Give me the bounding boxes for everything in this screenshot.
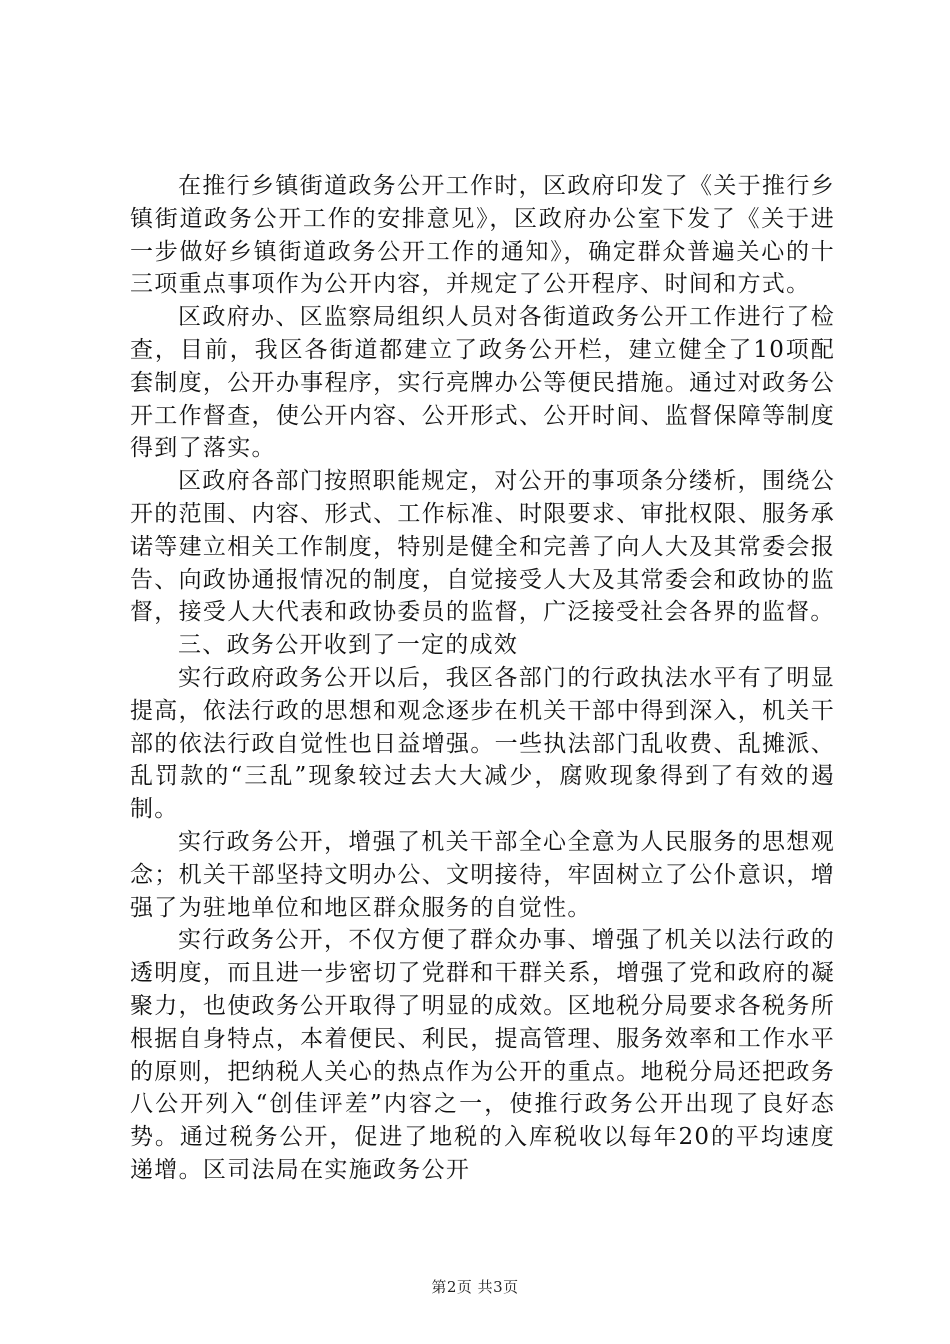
- document-body: [130, 170, 835, 1187]
- paragraph-6: 实行政务公开，不仅方便了群众办事、增强了机关以法行政的透明度，而且进一步密切了党群和干群关系，增强了党和政府的凝聚力，也使政务公开取得了明显的成效。区地税分局要求各税务所根据自身特点，本着便民、利民，提高管理、服务效率和工作水平的原则，把纳税人关心的热点作为公开的重点。地税分局还把政务八公开列入“创佳评差”内容之一，使推行政务公开出现了良好态势。通过税务公开，促进了地税的入库税收以每年20的平均速度递增。区司法局在实施政务公开: [130, 927, 835, 1183]
- paragraph-1: 在推行乡镇街道政务公开工作时，区政府印发了《关于推行乡镇街道政务公开工作的安排意见》，区政府办公室下发了《关于进一步做好乡镇街道政务公开工作的通知》，确定群众普遍关心的十三项重点事项作为公开内容，并规定了公开程序、时间和方式。: [130, 173, 835, 298]
- paragraph-5: 实行政务公开，增强了机关干部全心全意为人民服务的思想观念；机关干部坚持文明办公、文明接待，牢固树立了公仆意识，增强了为驻地单位和地区群众服务的自觉性。: [130, 828, 835, 921]
- section-heading: 三、政务公开收到了一定的成效: [178, 632, 519, 659]
- page-number-footer: 第2页 共3页: [431, 1278, 519, 1296]
- paragraph-3: 区政府各部门按照职能规定，对公开的事项条分缕析，围绕公开的范围、内容、形式、工作标准、时限要求、审批权限、服务承诺等建立相关工作制度，特别是健全和完善了向人大及其常委会报告、向政协通报情况的制度，自觉接受人大及其常委会和政协的监督，接受人大代表和政协委员的监督，广泛接受社会各界的监督。: [130, 468, 835, 626]
- paragraph-4: 实行政府政务公开以后，我区各部门的行政执法水平有了明显提高，依法行政的思想和观念逐步在机关干部中得到深入，机关干部的依法行政自觉性也日益增强。一些执法部门乱收费、乱摊派、乱罚款的“三乱”现象较过去大大减少，腐败现象得到了有效的遏制。: [130, 664, 835, 823]
- paragraph-2: 区政府办、区监察局组织人员对各街道政务公开工作进行了检查，目前，我区各街道都建立了政务公开栏，建立健全了10项配套制度，公开办事程序，实行亮牌办公等便民措施。通过对政务公开工作督查，使公开内容、公开形式、公开时间、监督保障等制度得到了落实。: [130, 304, 835, 462]
